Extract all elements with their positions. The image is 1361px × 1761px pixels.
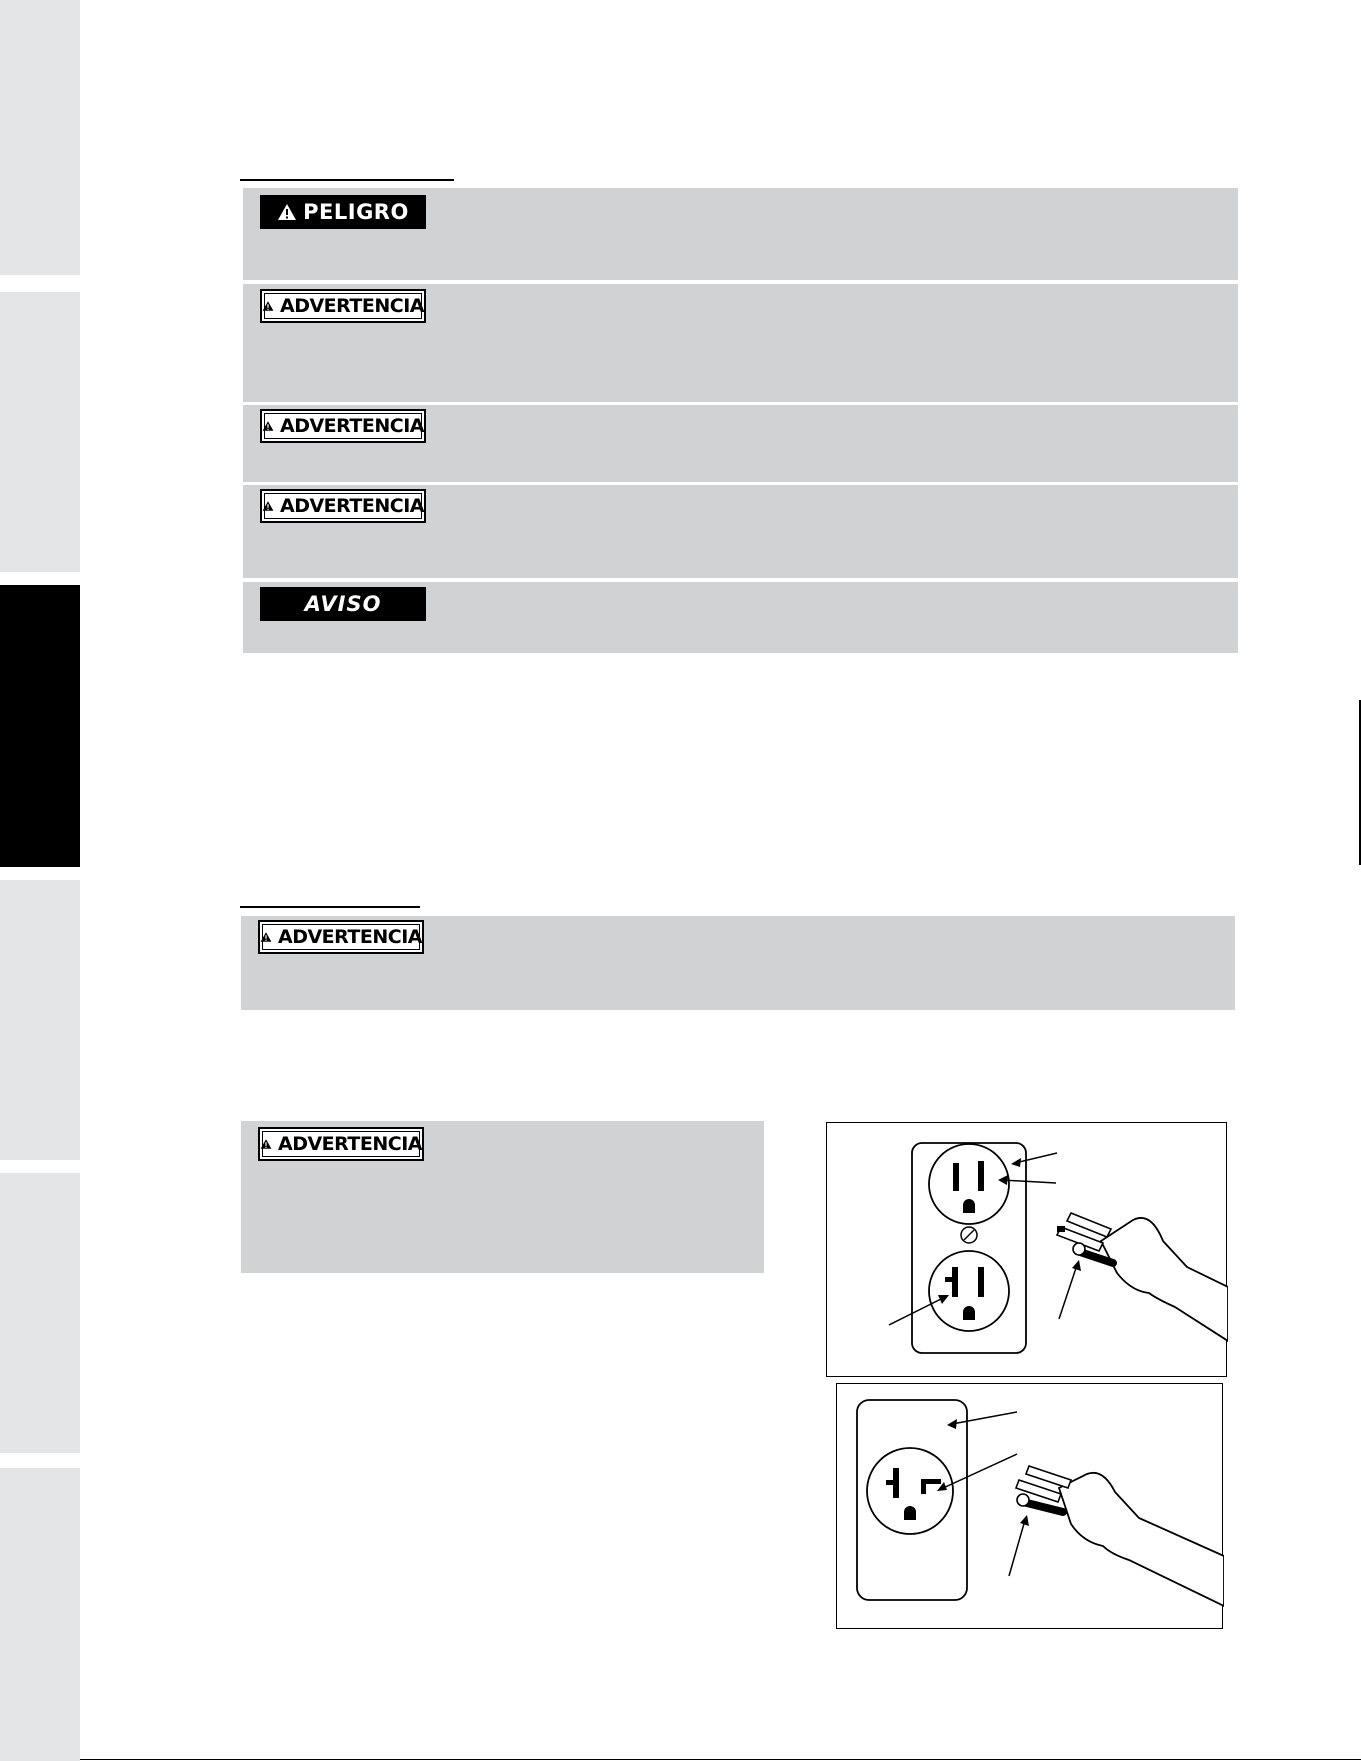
advertencia-badge-5: [258, 1127, 424, 1161]
warning-triangle-icon: [262, 417, 274, 435]
side-tab-1: [0, 0, 80, 275]
advertencia-badge-1: [260, 289, 426, 323]
outlet-figure-single: [836, 1383, 1223, 1629]
peligro-label: PELIGRO: [303, 200, 409, 224]
notice-box-advertencia-1: [243, 284, 1238, 402]
advertencia-badge-4: [258, 920, 424, 954]
notice-box-advertencia-4: [241, 916, 1235, 1010]
advertencia-label-4: ADVERTENCIA: [278, 926, 422, 948]
advertencia-badge-3: [260, 489, 426, 523]
side-tab-4: [0, 880, 80, 1160]
single-outlet-illustration: [837, 1384, 1224, 1630]
warning-triangle-icon: [262, 497, 274, 515]
page-bottom-line: [80, 1759, 1361, 1760]
warning-triangle-icon: [262, 297, 274, 315]
side-tab-3-active: [0, 585, 80, 867]
duplex-outlet-illustration: [827, 1123, 1228, 1378]
outlet-figure-duplex: [826, 1122, 1227, 1377]
aviso-badge: [260, 587, 426, 621]
notice-box-advertencia-3: [243, 485, 1238, 578]
advertencia-label-5: ADVERTENCIA: [278, 1133, 422, 1155]
section-rule-middle: [240, 906, 420, 908]
section-rule-top: [240, 179, 454, 181]
notice-box-advertencia-5: [241, 1121, 764, 1273]
side-tab-2: [0, 292, 80, 572]
notice-box-peligro: [243, 188, 1238, 280]
notice-box-aviso: [243, 582, 1238, 653]
advertencia-label-1: ADVERTENCIA: [280, 295, 424, 317]
aviso-label: AVISO: [304, 592, 382, 616]
peligro-badge: [260, 195, 426, 229]
side-tab-5: [0, 1173, 80, 1453]
advertencia-label-2: ADVERTENCIA: [280, 415, 424, 437]
side-tab-6: [0, 1468, 80, 1761]
notice-box-advertencia-2: [243, 405, 1238, 482]
warning-triangle-icon: [260, 928, 272, 946]
advertencia-label-3: ADVERTENCIA: [280, 495, 424, 517]
warning-triangle-icon: [277, 203, 297, 221]
advertencia-badge-2: [260, 409, 426, 443]
warning-triangle-icon: [260, 1135, 272, 1153]
